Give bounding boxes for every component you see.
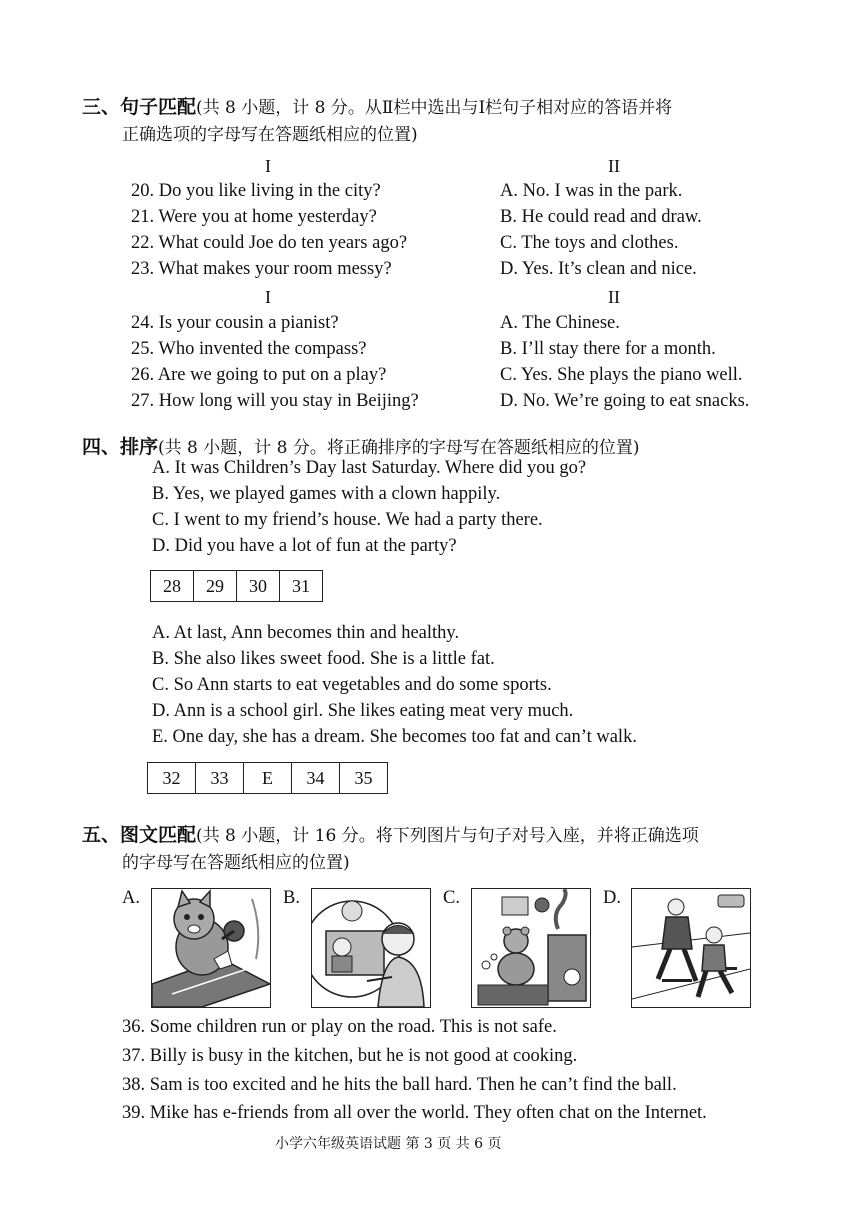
order-sentence: B. She also likes sweet food. She is a little fat. bbox=[152, 649, 495, 669]
section4-heading bbox=[82, 432, 640, 459]
order-box: 30 bbox=[237, 571, 280, 602]
order-sentence: C. So Ann starts to eat vegetables and do some sports. bbox=[152, 675, 552, 695]
order-sentence: B. Yes, we played games with a clown happily. bbox=[152, 484, 501, 504]
question-26: 26. Are we going to put on a play? bbox=[131, 365, 387, 385]
question-24: 24. Is your cousin a pianist? bbox=[131, 313, 339, 333]
picture-c-kitchen-cooking bbox=[471, 888, 591, 1008]
order-box: 35 bbox=[340, 763, 388, 794]
section3-heading bbox=[82, 92, 672, 119]
order-box: E bbox=[244, 763, 292, 794]
order-box-table-2 bbox=[147, 762, 388, 794]
order-box: 31 bbox=[280, 571, 323, 602]
answer-option: C. The toys and clothes. bbox=[500, 233, 679, 253]
section5-heading-2 bbox=[122, 848, 350, 874]
picture-label-d: D. bbox=[603, 888, 621, 908]
picture-sentence-36: 36. Some children run or play on the road. This is not safe. bbox=[122, 1017, 557, 1037]
column-1-heading: I bbox=[265, 156, 271, 176]
question-25: 25. Who invented the compass? bbox=[131, 339, 367, 359]
question-23: 23. What makes your room messy? bbox=[131, 259, 392, 279]
order-box: 28 bbox=[151, 571, 194, 602]
picture-sentence-39: 39. Mike has e-friends from all over the world. They often chat on the Internet. bbox=[122, 1103, 707, 1123]
order-sentence: D. Ann is a school girl. She likes eating meat very much. bbox=[152, 701, 574, 721]
section3-instruction-1: (共 8 小题，计 8 分。从Ⅱ栏中选出与Ⅰ栏句子相对应的答语并将 bbox=[196, 98, 673, 118]
order-sentence: C. I went to my friend’s house. We had a party there. bbox=[152, 510, 543, 530]
order-sentence: D. Did you have a lot of fun at the party? bbox=[152, 536, 457, 556]
answer-option: B. He could read and draw. bbox=[500, 207, 702, 227]
section3-heading-2 bbox=[122, 120, 418, 146]
picture-d-children-on-road bbox=[631, 888, 751, 1008]
picture-sentence-38: 38. Sam is too excited and he hits the ball hard. Then he can’t find the ball. bbox=[122, 1075, 677, 1095]
picture-b-online-chat bbox=[311, 888, 431, 1008]
order-box: 29 bbox=[194, 571, 237, 602]
section3-title: 三、句子匹配 bbox=[82, 96, 197, 118]
section4-instruction: (共 8 小题，计 8 分。将正确排序的字母写在答题纸相应的位置) bbox=[158, 438, 640, 458]
question-22: 22. What could Joe do ten years ago? bbox=[131, 233, 408, 253]
answer-option: A. No. I was in the park. bbox=[500, 181, 683, 201]
picture-a-ping-pong-cat bbox=[151, 888, 271, 1008]
picture-label-a: A. bbox=[122, 888, 140, 908]
column-1-heading: I bbox=[265, 287, 271, 307]
section5-instruction-2: 的字母写在答题纸相应的位置) bbox=[122, 853, 350, 873]
picture-label-b: B. bbox=[283, 888, 300, 908]
answer-option: A. The Chinese. bbox=[500, 313, 620, 333]
answer-option: C. Yes. She plays the piano well. bbox=[500, 365, 743, 385]
question-20: 20. Do you like living in the city? bbox=[131, 181, 381, 201]
order-box: 33 bbox=[196, 763, 244, 794]
section4-title: 四、排序 bbox=[82, 436, 159, 458]
order-box: 32 bbox=[148, 763, 196, 794]
order-sentence: A. It was Children’s Day last Saturday. Where did you go? bbox=[152, 458, 587, 478]
answer-option: B. I’ll stay there for a month. bbox=[500, 339, 716, 359]
order-box-table-1 bbox=[150, 570, 323, 602]
section5-title: 五、图文匹配 bbox=[82, 824, 197, 846]
answer-option: D. No. We’re going to eat snacks. bbox=[500, 391, 750, 411]
column-2-heading: II bbox=[608, 287, 620, 307]
question-27: 27. How long will you stay in Beijing? bbox=[131, 391, 419, 411]
picture-sentence-37: 37. Billy is busy in the kitchen, but he is not good at cooking. bbox=[122, 1046, 578, 1066]
order-sentence: A. At last, Ann becomes thin and healthy. bbox=[152, 623, 460, 643]
section5-instruction-1: (共 8 小题，计 16 分。将下列图片与句子对号入座，并将正确选项 bbox=[196, 826, 699, 846]
section3-instruction-2: 正确选项的字母写在答题纸相应的位置) bbox=[122, 125, 418, 145]
section5-heading bbox=[82, 820, 699, 847]
picture-label-c: C. bbox=[443, 888, 460, 908]
order-box: 34 bbox=[292, 763, 340, 794]
order-sentence: E. One day, she has a dream. She becomes too fat and can’t walk. bbox=[152, 727, 637, 747]
answer-option: D. Yes. It’s clean and nice. bbox=[500, 259, 697, 279]
column-2-heading: II bbox=[608, 156, 620, 176]
question-21: 21. Were you at home yesterday? bbox=[131, 207, 377, 227]
page-footer: 小学六年级英语试题 第 3 页 共 6 页 bbox=[275, 1136, 502, 1152]
